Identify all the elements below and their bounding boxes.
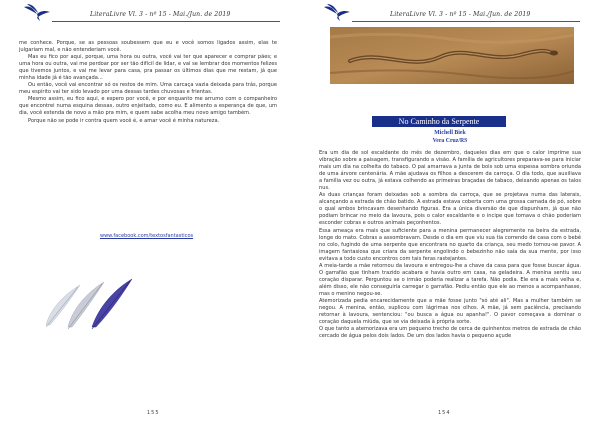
feather-quills-icon — [28, 255, 143, 330]
page-number: 155 — [147, 410, 160, 416]
page-header — [0, 3, 300, 23]
paragraph: Era um dia de sol escaldante do mês de dezembro, daqueles dias em que o calor imprime sua vibração sobre a paisagem, transfigurando a visão. A família de agricultores preparava-se para iniciar mais um dia na colheita do tabaco. O pai amarrava a junta de bois sob uma espessa sombra oriunda de uma árvore centenária. A mãe ajudava os filhos a descerem da carroça. O dia todo, que auxiliava a família vez ou outra, já estava colhendo as primeiras braçadas de tabaco, deixando apenas os talos nus. — [319, 150, 581, 192]
paragraph: O que tanto a atemorizava era um pequeno trecho de cerca de quinhentos metros de estrada de chão cercado de água pelos dois lados. De um dos lados havia o pequeno açude — [319, 326, 581, 340]
bird-logo-icon — [22, 3, 52, 23]
header-rule — [352, 21, 580, 22]
left-body-text — [19, 40, 277, 125]
header-rule — [52, 21, 280, 22]
paragraph: Porque não se pode ir contra quem você é, e amar você é minha natureza. — [28, 117, 220, 124]
paragraph: Mas eu fico por aqui, porque, uma hora ou outra, você vai ter que aparecer e comprar pães; e uma hora ou outra, vai me perdoar por ser tão difícil de lidar, e vai se lembrar dos momentos felizes que tivemos juntos, e vai me levar para casa, pra passar os últimos dias que me restam, já que minha idade já é tão avançada... — [19, 54, 277, 82]
page-header — [300, 3, 600, 23]
paragraph: Ou então, você vai encontrar só os restos de mim. Uma carcaça vazia deixada para trás, porque meu espírito vai ter sido levado por uma dessas tardes chuvosas e frientas. — [19, 82, 277, 96]
paragraph: As duas crianças foram deixadas sob a sombra da carroça, que se projetava numa das laterais, alcançando a estrada de chão batido. A estrada estava coberta com uma grossa camada de pó, sobre o qual ambos brincavam desenhando figuras. Era a única diversão de que dispunham, já que não podiam brincar no meio da lavoura, pois o calor escaldante e o incipe que tomava o chão poderiam esconder cobras e outros animais peçonhentos. — [319, 192, 581, 227]
bird-logo-icon — [322, 3, 352, 23]
header-title: LiteraLivre Vl. 3 - nº 15 - Mai./Jun. de 2019 — [390, 11, 531, 18]
paragraph: Mesmo assim, eu fico aqui, e espero por você, e por enquanto me arrumo com o companheiro que encontrei numa esquina dessas, outro enjeitado, como eu. E alimento a esperança de que, um dia, você estenda de novo a mão pra mim, e quem sabe acolha meu novo amigo também. — [19, 96, 277, 117]
right-body-text — [319, 150, 581, 340]
paragraph: me conhece. Porque, se as pessoas soubessem que eu e você somos ligados assim, elas te julgariam mal, e não entenderiam você. — [19, 40, 277, 54]
page-number: 154 — [438, 410, 451, 416]
facebook-link[interactable]: www.facebook.com/textosfantasticos — [100, 233, 194, 239]
paragraph: Atemorizada pedia encarecidamente que a mãe fosse junto "só até ali". Mas a mulher também se negou. A menina, então, suplicou com lágrimas nos olhos. A mãe, já sem paciência, precisando retornar à lavoura, sentenciou: "ou busca a água ou apanha!". O pavor começava a dominar o coração daquela miúda, que se via deixada à própria sorte. — [319, 297, 581, 326]
author-location: Vera Cruz/RS — [432, 138, 468, 144]
header-title: LiteraLivre Vl. 3 - nº 15 - Mai./Jun. de 2019 — [90, 11, 231, 18]
paragraph: Essa ameaça era mais que suficiente para a menina permanecer alegremente na beira da estrada, longe do mato. Cobras a assombravam. Desde o dia em que viu sua tia correndo de casa com o bebê no colo, fugindo de uma serpente que encontrara no quarto da criança, seu medo tornou-se pavor. A imagem fantasiosa que criara da serpente engolindo o bebezinho não saía da sua mente, por isso evitava a todo custo encontros com tais feras rastejantes. — [319, 227, 581, 262]
paragraph: A meia-tarde a mãe retornou da lavoura e entregou-lhe a chave da casa para que fosse buscar água. O garrafão que tinham trazido acabara e havia outro em casa, na geladeira. A menina sentiu seu coração disparar. Perguntou se o irmão poderia realizar a tarefa. Não podia. Ele era a mais velha e, além disso, ele não conseguiria carregar o garrafão. Pediu então que ele ao menos a acompanhasse, mas o menino negou-se. — [319, 262, 581, 297]
author-name: Michell Biek — [434, 130, 466, 136]
story-title: No Caminho da Serpente — [372, 116, 506, 127]
right-page — [300, 0, 600, 424]
snake-on-sand-photo — [330, 27, 574, 84]
